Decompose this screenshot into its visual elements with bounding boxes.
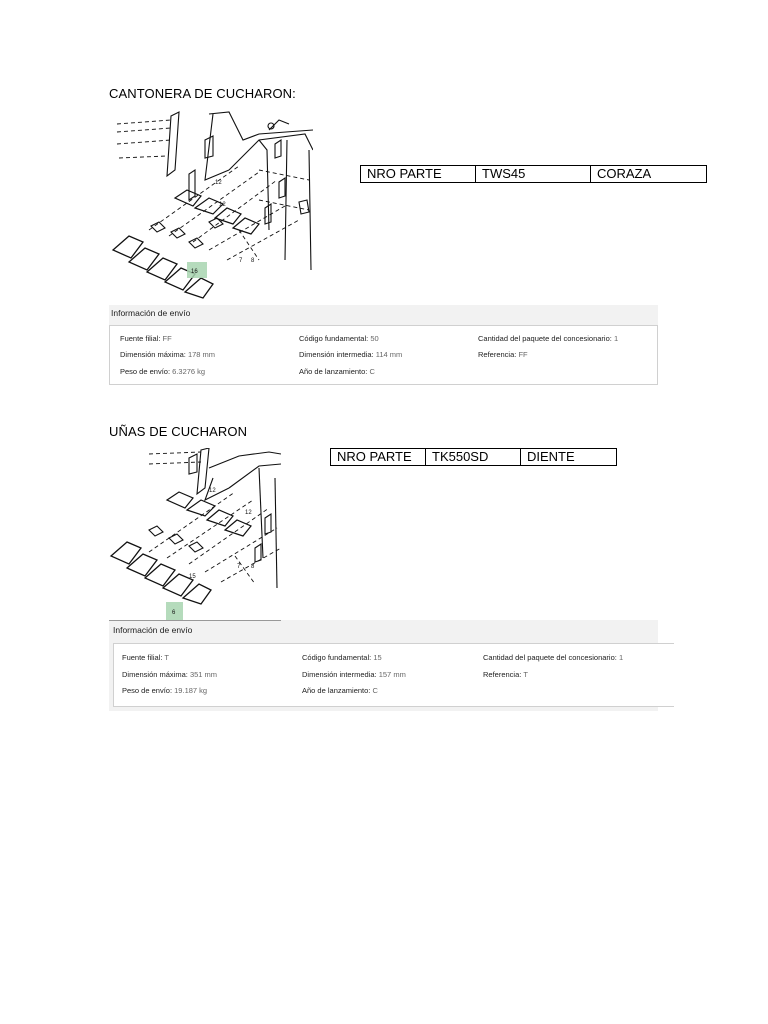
dimension-maxima: Dimensión máxima: 178 mm [120,350,216,359]
highlighted-callout: 16 [191,269,198,275]
section-heading-unas: UÑAS DE CUCHARON [109,424,248,439]
exploded-view-drawing [109,448,281,620]
shipping-info-panel [109,620,658,711]
table-row [361,166,707,183]
table-row [331,449,617,466]
referencia: Referencia: FF [478,350,528,359]
divider [109,620,281,621]
part-description-cell: CORAZA [591,166,707,183]
peso-envio: Peso de envío: 19.187 kg [122,686,208,695]
referencia: Referencia: T [483,670,528,679]
shipping-info-grid [113,643,674,707]
callout-label: 12 [219,202,226,208]
ano-lanzamiento: Año de lanzamiento: C [299,367,375,376]
shipping-info-grid [109,325,658,385]
part-number-cell: TWS45 [476,166,591,183]
callout-label: 12 [209,488,216,494]
callout-label: 7 [239,258,243,264]
callout-label: 15 [189,574,196,580]
part-number-table [360,165,707,183]
exploded-view-drawing [109,110,313,300]
part-label-cell: NRO PARTE [331,449,426,466]
codigo-fundamental: Código fundamental: 15 [302,653,382,662]
dimension-maxima: Dimensión máxima: 351 mm [122,670,218,679]
callout-label: 12 [215,180,222,186]
callout-label: 7 [237,564,241,570]
part-number-table [330,448,617,466]
shipping-info-panel [109,305,658,385]
part-description-cell: DIENTE [521,449,617,466]
fuente-filial: Fuente filial: T [122,653,169,662]
shipping-info-title: Información de envío [113,625,193,635]
dimension-intermedia: Dimensión intermedia: 114 mm [299,350,403,359]
part-number-cell: TK550SD [426,449,521,466]
bucket-parts-diagram [109,110,313,300]
cantidad-paquete: Cantidad del paquete del concesionario: 1 [478,334,619,343]
dimension-intermedia: Dimensión intermedia: 157 mm [302,670,406,679]
section-heading-cantonera: CANTONERA DE CUCHARON: [109,86,296,101]
callout-label: 8 [251,564,255,570]
callout-label: 12 [245,510,252,516]
cantidad-paquete: Cantidad del paquete del concesionario: 1 [483,653,624,662]
codigo-fundamental: Código fundamental: 50 [299,334,379,343]
peso-envio: Peso de envío: 6.3276 kg [120,367,206,376]
highlighted-callout: 6 [172,610,176,616]
fuente-filial: Fuente filial: FF [120,334,172,343]
bucket-teeth-diagram [109,448,281,620]
ano-lanzamiento: Año de lanzamiento: C [302,686,378,695]
callout-label: 8 [251,258,255,264]
part-label-cell: NRO PARTE [361,166,476,183]
shipping-info-title: Información de envío [111,308,191,318]
